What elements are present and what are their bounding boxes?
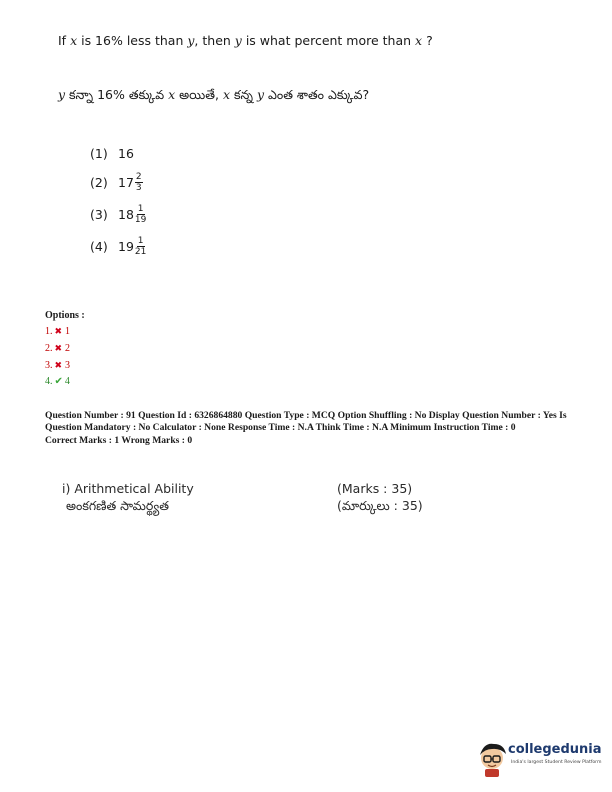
fraction-numerator: 1 xyxy=(137,236,144,246)
option-value: 2 xyxy=(65,343,71,354)
option-index: 2. xyxy=(45,343,53,354)
marks-line: Correct Marks : 1 Wrong Marks : 0 xyxy=(45,434,193,446)
option-index: 3. xyxy=(45,360,53,371)
fraction-numerator: 1 xyxy=(137,204,144,214)
choice-3 xyxy=(90,204,146,225)
variable-x: x xyxy=(222,87,230,102)
fraction-whole: 18 xyxy=(118,207,134,222)
option-2 xyxy=(45,343,70,354)
question-metadata xyxy=(45,410,570,447)
cross-icon: ✖ xyxy=(54,343,63,353)
fraction-denominator: 21 xyxy=(134,247,147,257)
option-1 xyxy=(45,326,70,337)
question-text: ? xyxy=(422,33,433,48)
choice-value: 16 xyxy=(118,146,134,161)
cross-icon: ✖ xyxy=(54,326,63,336)
choice-number: (3) xyxy=(90,207,108,222)
metadata-line: Question Number : 91 Question Id : 6326864880 Question Type : MCQ Option Shuffling : No Display Question Number : Yes Is Question Mandatory : No Calculator : None Response Time : N.A Think Time : N.A Minimum Instruction Time : 0 xyxy=(45,410,567,434)
choice-number: (1) xyxy=(90,146,108,161)
variable-y: y xyxy=(58,87,66,102)
variable-y: y xyxy=(256,87,265,102)
variable-x: x xyxy=(415,33,423,48)
question-text: , then xyxy=(194,33,235,48)
fraction-numerator: 2 xyxy=(135,172,142,182)
option-value: 4 xyxy=(64,376,70,387)
check-icon: ✔ xyxy=(54,376,63,387)
cross-icon: ✖ xyxy=(54,360,63,370)
mixed-fraction xyxy=(118,172,143,193)
mixed-fraction xyxy=(118,236,146,257)
options-title: Options : xyxy=(45,310,85,321)
option-3 xyxy=(45,360,70,371)
choice-number: (2) xyxy=(90,175,108,190)
question-text: అయితే, xyxy=(175,87,223,102)
question-text: కన్న xyxy=(230,87,257,102)
mixed-fraction xyxy=(118,204,146,225)
option-index: 1. xyxy=(45,326,53,337)
question-text: కన్నా 16% తక్కువ xyxy=(65,87,169,102)
option-4 xyxy=(45,376,70,387)
variable-y: y xyxy=(187,33,195,48)
question-telugu xyxy=(58,87,369,106)
choice-2 xyxy=(90,172,143,193)
variable-x: x xyxy=(168,87,176,102)
brand-tagline: India's largest Student Review Platform xyxy=(511,760,602,765)
mascot-icon xyxy=(476,738,510,778)
choice-4 xyxy=(90,236,146,257)
question-text: If xyxy=(58,33,71,48)
brand-name: collegedunia xyxy=(508,742,602,757)
section-title-en: i) Arithmetical Ability xyxy=(62,481,194,496)
section-marks-en: (Marks : 35) xyxy=(337,481,413,496)
question-text: ఎంత శాతం ఎక్కువ? xyxy=(264,87,370,102)
section-marks-te: (మార్కులు : 35) xyxy=(337,498,423,513)
section-title-te: అంకగణిత సామర్థ్యత xyxy=(66,498,169,513)
option-value: 3 xyxy=(65,360,71,371)
fraction-denominator: 3 xyxy=(135,183,142,193)
option-index: 4. xyxy=(45,376,53,387)
question-english xyxy=(58,33,433,48)
variable-y: y xyxy=(234,33,242,48)
fraction xyxy=(135,172,143,193)
choice-1 xyxy=(90,146,134,161)
choice-number: (4) xyxy=(90,239,108,254)
variable-x: x xyxy=(70,33,78,48)
fraction-whole: 17 xyxy=(118,175,134,190)
question-text: is 16% less than xyxy=(77,33,188,48)
option-value: 1 xyxy=(65,326,71,337)
fraction-whole: 19 xyxy=(118,239,134,254)
fraction-denominator: 19 xyxy=(134,215,147,225)
fraction xyxy=(135,204,146,225)
question-text: is what percent more than xyxy=(241,33,416,48)
fraction xyxy=(135,236,146,257)
